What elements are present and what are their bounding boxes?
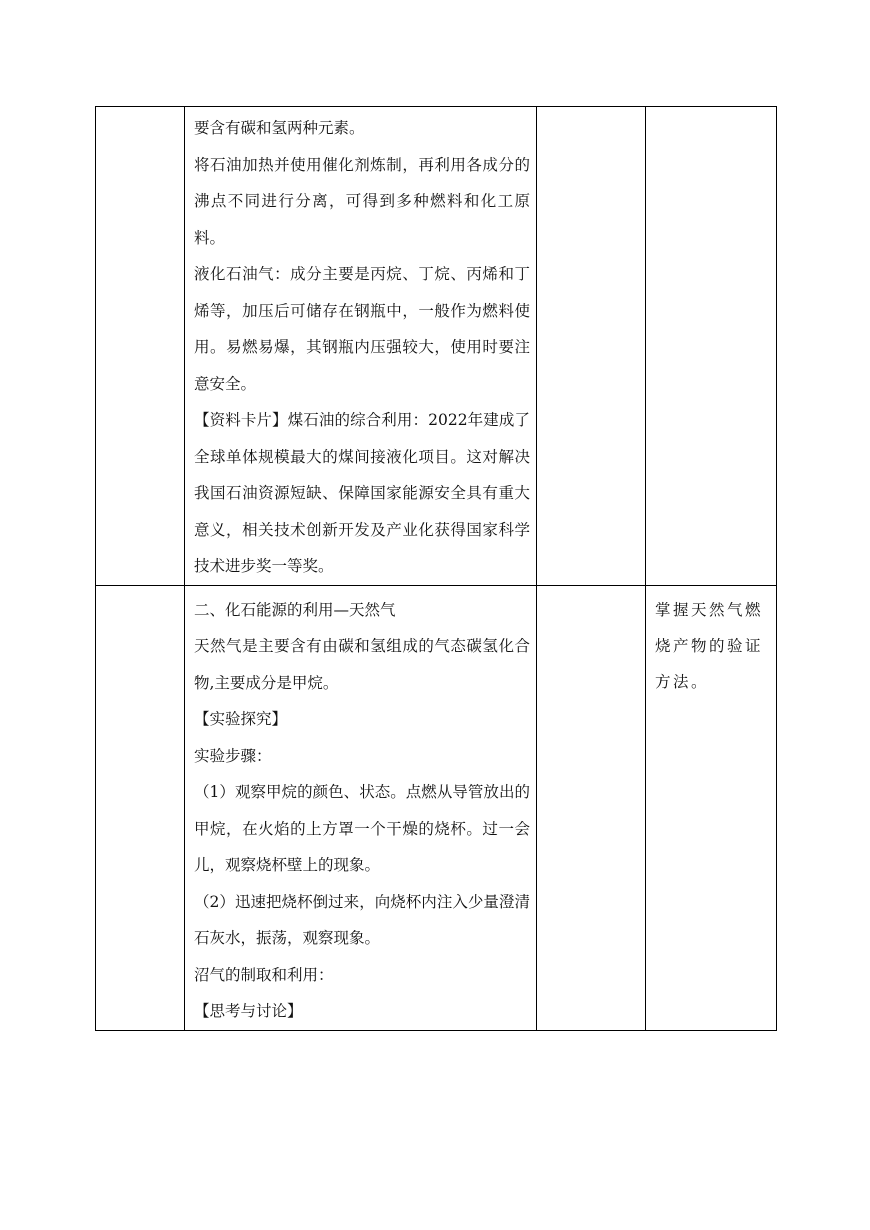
- table-row: [96, 585, 777, 1030]
- discussion-heading: 【思考与讨论】: [194, 1002, 303, 1020]
- lesson-plan-table: [95, 106, 777, 1031]
- content-paragraph: 将石油加热并使用催化剂炼制，再利用各成分的沸点不同进行分离，可得到多种燃料和化工原料。: [194, 155, 530, 247]
- goal-text: 掌握天然气燃烧产物的验证方法。: [655, 600, 764, 691]
- content-cell: [185, 585, 537, 1030]
- content-paragraph: 天然气是主要含有由碳和氢组成的气态碳氢化合物,主要成分是甲烷。: [194, 637, 530, 692]
- section-heading: 二、化石能源的利用—天然气: [194, 600, 396, 619]
- table-row: [96, 107, 777, 586]
- content-paragraph: 要含有碳和氢两种元素。: [194, 119, 365, 137]
- goal-text: [646, 107, 776, 113]
- content-paragraph: 液化石油气：成分主要是丙烷、丁烷、丙烯和丁烯等，加压后可储存在钢瓶中，一般作为燃料使用。易燃易爆，其钢瓶内压强较大，使用时要注意安全。: [194, 265, 530, 393]
- info-card-paragraph: 【资料卡片】煤石油的综合利用：2022年建成了全球单体规模最大的煤间接液化项目。这对解决我国石油资源短缺、保障国家能源安全具有重大意义，相关技术创新开发及产业化获得国家科学技术进步奖一等奖。: [194, 411, 530, 575]
- steps-label: 实验步骤：: [194, 746, 272, 765]
- stage-cell: [96, 107, 185, 586]
- step-item: （1）观察甲烷的颜色、状态。点燃从导管放出的甲烷，在火焰的上方罩一个干燥的烧杯。过一会儿，观察烧杯壁上的现象。: [194, 783, 530, 874]
- activity-cell: [537, 107, 646, 586]
- experiment-heading: 【实验探究】: [194, 710, 288, 728]
- goal-cell: [646, 107, 777, 586]
- stage-cell: [96, 585, 185, 1030]
- content-paragraph: 沼气的制取和利用：: [194, 965, 334, 984]
- goal-cell: [646, 585, 777, 1030]
- activity-cell: [537, 585, 646, 1030]
- content-cell: [185, 107, 537, 586]
- step-item: （2）迅速把烧杯倒过来，向烧杯内注入少量澄清石灰水，振荡，观察现象。: [194, 892, 530, 947]
